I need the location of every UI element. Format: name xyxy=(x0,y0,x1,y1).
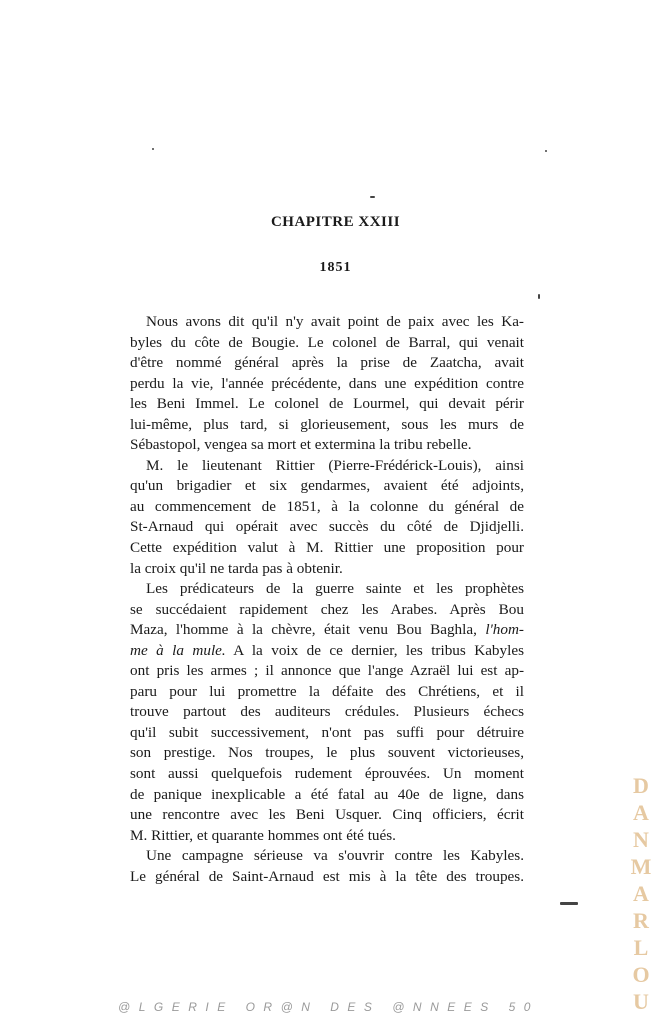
text-line: perdu la vie, l'année précédente, dans une expédition contre xyxy=(130,374,524,392)
italic-fragment: l'hom- xyxy=(485,621,524,639)
text-fragment: A la voix de ce dernier, les tribus Kabyles xyxy=(225,641,524,659)
vertical-watermark xyxy=(629,772,653,1015)
text-line: M. Rittier, et quarante hommes ont été tués. xyxy=(130,826,396,844)
text-line: Cette expédition valut à M. Rittier une proposition pour xyxy=(130,539,524,557)
text-line: ont pris les armes ; il annonce que l'ange Azraël lui est ap- xyxy=(130,662,524,680)
footer-caption: @LGERIE OR@N DES @NNEES 50 xyxy=(118,1000,539,1014)
text-line: qu'un brigadier et six gendarmes, avaient été adjoints, xyxy=(130,477,524,495)
text-line: St-Arnaud qui opérait avec succès du côté de Djidjelli. xyxy=(130,518,524,536)
text-line: une rencontre avec les Beni Usquer. Cinq officiers, écrit xyxy=(130,806,524,824)
print-speck xyxy=(560,902,578,905)
text-line: Nous avons dit qu'il n'y avait point de paix avec les Ka- xyxy=(146,313,524,330)
text-line: Une campagne sérieuse va s'ouvrir contre les Kabyles. xyxy=(146,847,524,865)
italic-fragment: me à la mule. xyxy=(130,641,226,659)
text-line: au commencement de 1851, à la colonne du général de xyxy=(130,497,524,515)
watermark-letter: R xyxy=(633,908,649,933)
body-text xyxy=(130,312,524,887)
watermark-letter: A xyxy=(633,800,649,825)
text-line: paru pour lui promettre la défaite des Chrétiens, et il xyxy=(130,682,524,700)
text-line xyxy=(130,641,524,662)
print-speck xyxy=(152,148,154,150)
print-speck xyxy=(370,196,375,198)
text-line: Sébastopol, vengea sa mort et extermina la tribu rebelle. xyxy=(130,436,472,454)
text-line: Le général de Saint-Arnaud est mis à la tête des troupes. xyxy=(130,867,524,885)
chapter-title: CHAPITRE XXIII xyxy=(270,214,401,230)
watermark-letter: O xyxy=(632,962,650,987)
text-line: byles du côte de Bougie. Le colonel de Barral, qui venait xyxy=(130,333,524,351)
watermark-letter: A xyxy=(633,881,649,906)
text-line: la croix qu'il ne tarda pas à obtenir. xyxy=(130,559,343,577)
text-line: d'être nommé général après la prise de Zaatcha, avait xyxy=(130,354,524,372)
text-line: se succédaient rapidement chez les Arabes. Après Bou xyxy=(130,600,524,618)
text-line xyxy=(130,620,524,641)
watermark-letter: L xyxy=(633,935,649,960)
text-line: trouve partout des auditeurs crédules. Plusieurs échecs xyxy=(130,703,524,721)
watermark-letter: U xyxy=(633,989,649,1014)
print-speck xyxy=(545,150,547,152)
text-line: de panique inexplicable a été fatal au 40e de ligne, dans xyxy=(130,785,524,803)
watermark-letter: N xyxy=(633,827,649,852)
watermark-letter: D xyxy=(633,773,649,798)
text-line: lui-même, plus tard, si glorieusement, sous les murs de xyxy=(130,415,524,433)
watermark-letter: M xyxy=(630,854,652,879)
text-line: sont aussi quelquefois rudement éprouvées. Un moment xyxy=(130,765,524,783)
print-speck xyxy=(538,294,540,299)
text-line: M. le lieutenant Rittier (Pierre-Frédérick-Louis), ainsi xyxy=(146,456,524,474)
text-fragment: Maza, l'homme à la chèvre, était venu Bou Baghla, xyxy=(130,621,477,639)
text-line: Les prédicateurs de la guerre sainte et les prophètes xyxy=(146,580,524,598)
text-line: les Beni Immel. Le colonel de Lourmel, qui devait périr xyxy=(130,395,524,413)
text-line: son prestige. Nos troupes, le plus souvent victorieuses, xyxy=(130,744,524,762)
text-line: qu'il subit successivement, n'ont pas suffi pour détruire xyxy=(130,723,524,741)
chapter-year: 1851 xyxy=(319,260,352,275)
